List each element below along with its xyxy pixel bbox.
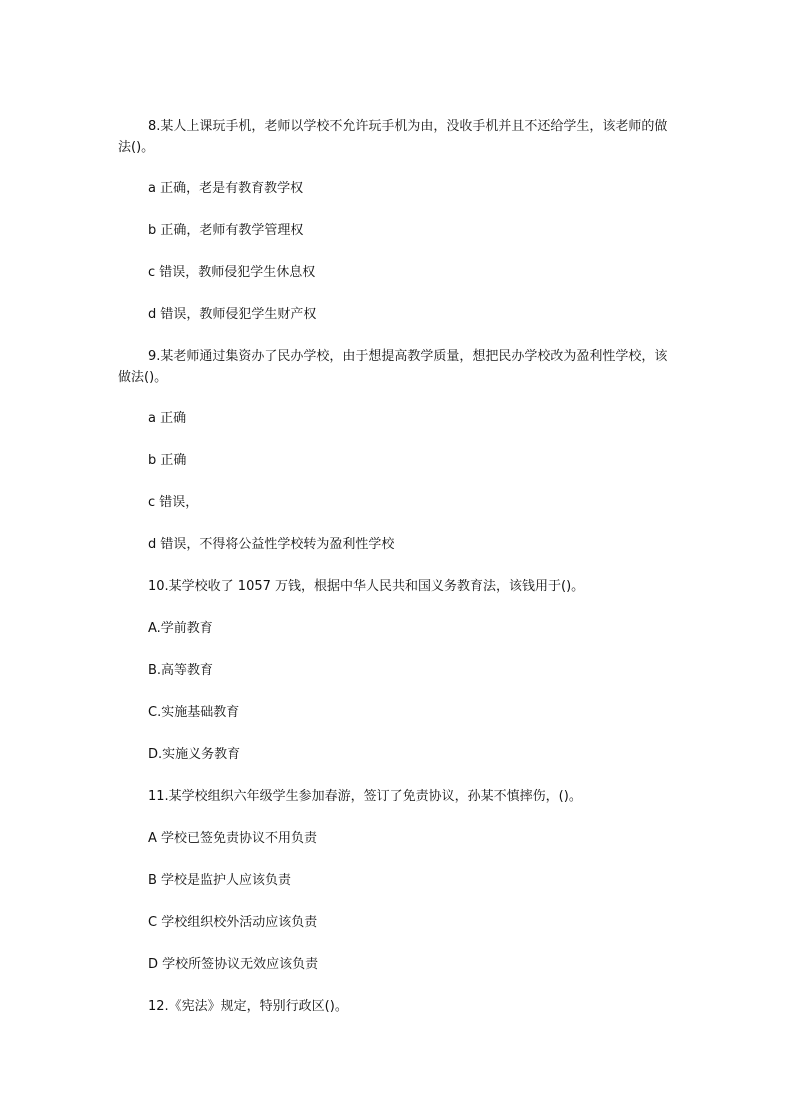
- question-11-option-b: B 学校是监护人应该负责: [148, 873, 292, 888]
- question-9-option-b: b 正确: [148, 453, 187, 468]
- question-10-option-d: D.实施义务教育: [148, 747, 241, 762]
- question-8-option-d: d 错误，教师侵犯学生财产权: [148, 307, 317, 322]
- question-8-option-b: b 正确，老师有教学管理权: [148, 223, 304, 238]
- question-9-option-a: a 正确: [148, 411, 187, 426]
- question-9-option-c: c 错误，: [148, 495, 199, 510]
- question-10-option-b: B.高等教育: [148, 663, 214, 678]
- question-10-option-a: A.学前教育: [148, 621, 213, 636]
- question-9-option-d: d 错误，不得将公益性学校转为盈利性学校: [148, 537, 395, 552]
- question-11-option-d: D 学校所签协议无效应该负责: [148, 957, 319, 972]
- question-10-option-c: C.实施基础教育: [148, 705, 240, 720]
- document-content: [118, 116, 668, 1017]
- question-10-stem: 10.某学校收了 1057 万钱，根据中华人民共和国义务教育法，该钱用于()。: [148, 579, 585, 594]
- question-12-stem: 12.《宪法》规定，特别行政区()。: [148, 999, 348, 1014]
- question-8-stem: 8.某人上课玩手机，老师以学校不允许玩手机为由，没收手机并且不还给学生，该老师的做法()。: [118, 119, 668, 155]
- question-8-option-a: a 正确，老是有教育教学权: [148, 181, 304, 196]
- question-8-option-c: c 错误，教师侵犯学生休息权: [148, 265, 316, 280]
- question-11-option-a: A 学校已签免责协议不用负责: [148, 831, 318, 846]
- question-9-stem: 9.某老师通过集资办了民办学校，由于想提高教学质量，想把民办学校改为盈利性学校，该做法()。: [118, 349, 668, 385]
- question-11-option-c: C 学校组织校外活动应该负责: [148, 915, 318, 930]
- question-11-stem: 11.某学校组织六年级学生参加春游，签订了免责协议，孙某不慎摔伤，()。: [148, 789, 582, 804]
